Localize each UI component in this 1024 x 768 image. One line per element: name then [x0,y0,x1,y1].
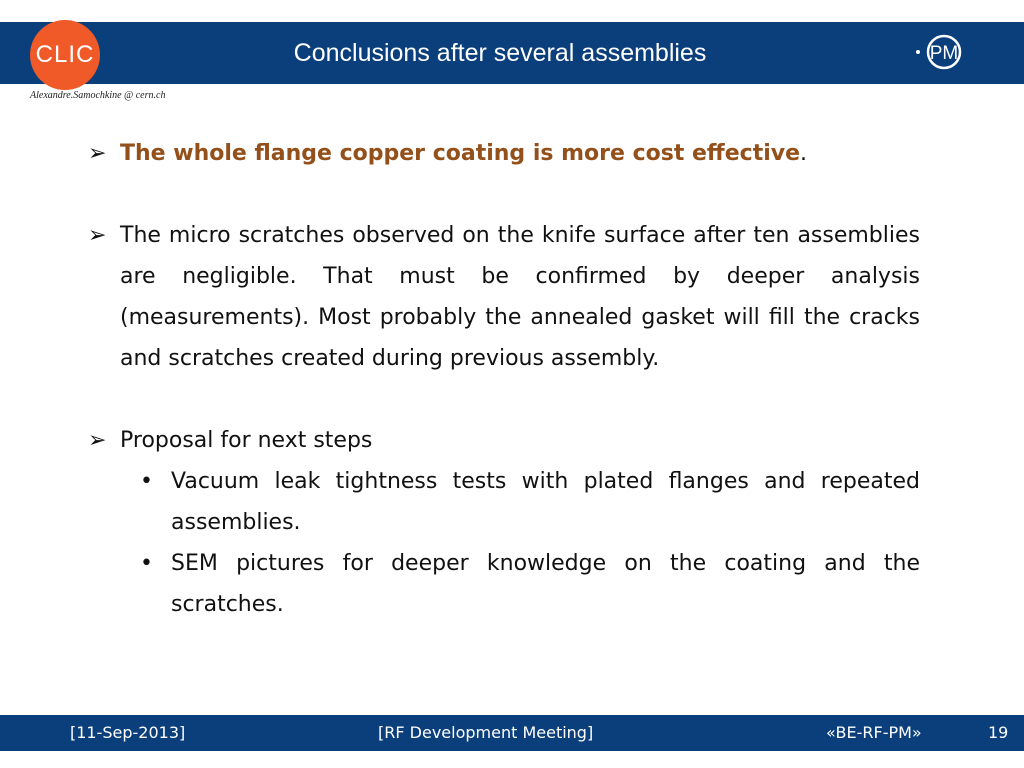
footer-meeting: [RF Development Meeting] [378,723,594,742]
bullet-suffix: . [800,141,808,166]
sub-bullet-item [88,461,920,543]
arrow-bullet-icon: ➢ [88,223,107,248]
slide-header [0,22,1024,84]
dot-bullet-icon: • [140,469,153,494]
footer-group: «BE-RF-PM» [826,723,922,742]
bullet-item [88,420,920,461]
arrow-bullet-icon: ➢ [88,141,107,166]
slide-title: Conclusions after several assemblies [293,39,707,67]
footer-date: [11-Sep-2013] [70,723,186,742]
author-email: Alexandre.Samochkine @ cern.ch [30,90,166,101]
dot-bullet-icon: • [140,551,153,576]
bullet-text: The micro scratches observed on the knife surface after ten assemblies are negligible. That must be confirmed by deeper analysis (measurements). Most probably the annealed gasket will fill the cracks and scratches created during previous assembly. [120,223,920,371]
svg-text:PM: PM [929,43,959,64]
clic-logo-text: CLIC [35,41,95,68]
pm-logo [912,32,972,72]
bullet-text: Proposal for next steps [120,428,373,453]
arrow-bullet-icon: ➢ [88,428,107,453]
sub-bullet-item [88,543,920,625]
highlight-text: The whole flange copper coating is more cost effective [120,141,801,166]
bullet-item [88,133,920,174]
sub-bullet-text: Vacuum leak tightness tests with plated flanges and repeated assemblies. [171,469,920,535]
bullet-item [88,215,920,379]
slide-footer [0,715,1024,751]
page-number: 19 [988,723,1009,742]
sub-bullet-text: SEM pictures for deeper knowledge on the coating and the scratches. [171,551,920,617]
slide-content [88,133,920,625]
clic-logo [30,20,100,90]
